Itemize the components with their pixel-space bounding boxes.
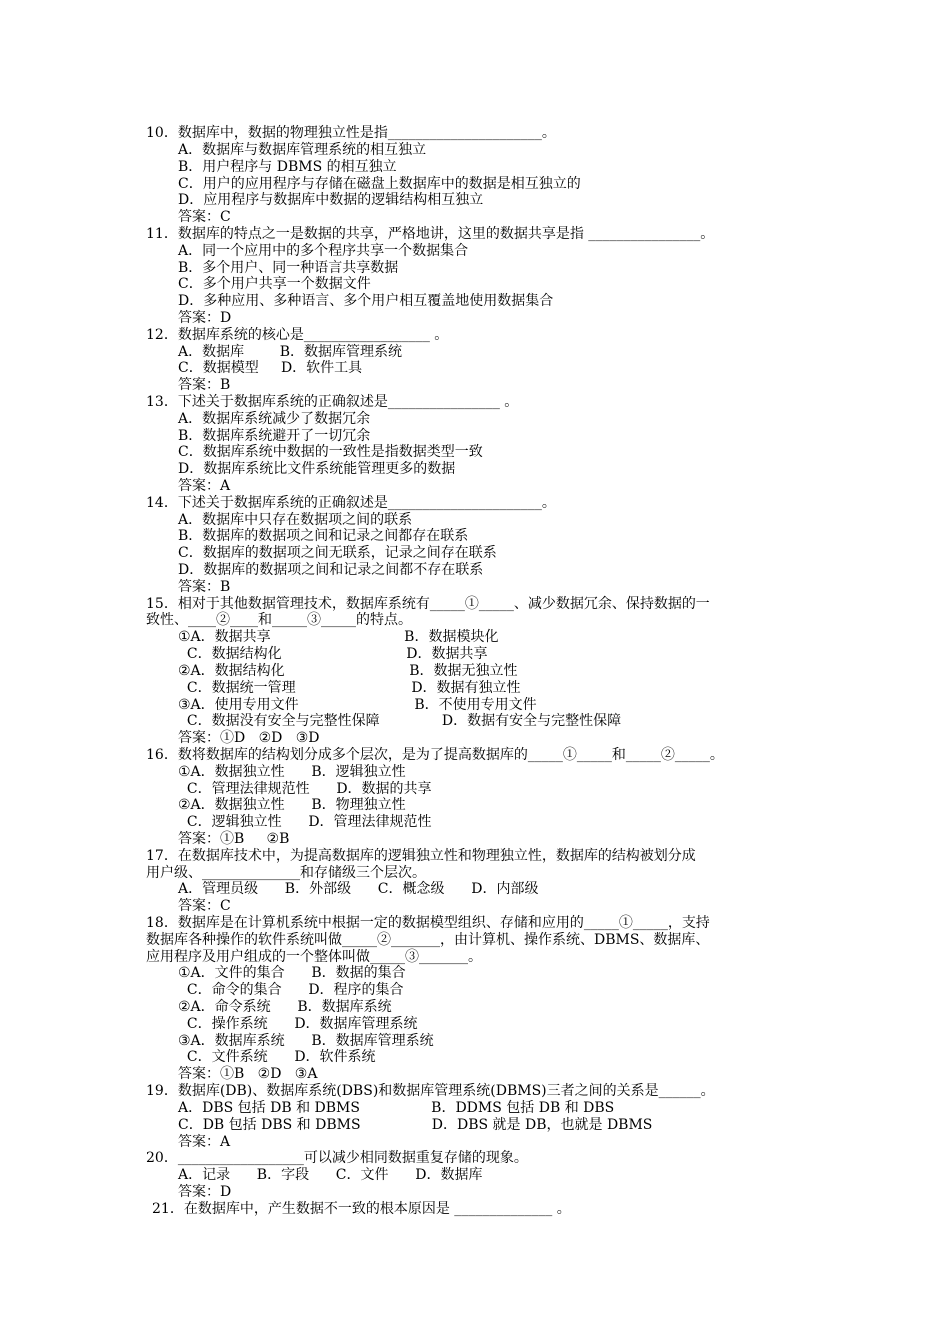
text-line: 14．下述关于数据库系统的正确叙述是______________________。 [146,495,556,511]
text-line: 18．数据库是在计算机系统中根据一定的数据模型组织、存储和应用的_____①_____，支持 [146,915,710,931]
text-line: D．数据库的数据项之间和记录之间都不存在联系 [178,562,484,578]
text-line: 15．相对于其他数据管理技术，数据库系统有_____①_____、减少数据冗余、保持数据的一 [146,596,710,612]
text-line: 11．数据库的特点之一是数据的共享，严格地讲，这里的数据共享是指 ________________。 [146,226,715,242]
text-line: 答案：A [178,1134,231,1150]
text-line: 致性、____②____和_____③_____的特点。 [146,612,412,628]
text-line: B．数据库系统避开了一切冗余 [178,428,371,444]
text-line: 用户级、______________和存储级三个层次。 [146,865,426,881]
text-line: A．DBS 包括 DB 和 DBMS B．DDMS 包括 DB 和 DBS [178,1100,615,1116]
text-line: B．数据库的数据项之间和记录之间都存在联系 [178,528,469,544]
text-line: C．逻辑独立性 D．管理法律规范性 [178,814,432,830]
text-line: ③A．使用专用文件 B．不使用专用文件 [178,697,537,713]
text-line: 21．在数据库中，产生数据不一致的根本原因是 ______________ 。 [152,1201,571,1217]
text-line: C．数据库的数据项之间无联系，记录之间存在联系 [178,545,497,561]
text-line: 16．数将数据库的结构划分成多个层次，是为了提高数据库的_____①_____和_____②_____。 [146,747,724,763]
text-line: 17．在数据库技术中，为提高数据库的逻辑独立性和物理独立性，数据库的结构被划分成 [146,848,696,864]
text-line: C．数据没有安全与完整性保障 D．数据有安全与完整性保障 [178,713,622,729]
text-line: C．管理法律规范性 D．数据的共享 [178,781,432,797]
text-line: 12．数据库系统的核心是__________________ 。 [146,327,449,343]
text-line: B．用户程序与 DBMS 的相互独立 [178,159,397,175]
text-line: D．数据库系统比文件系统能管理更多的数据 [178,461,456,477]
text-line: 答案：D [178,310,232,326]
text-line: 答案：C [178,209,231,225]
text-line: 答案：①D ②D ③D [178,730,320,746]
text-line: ②A．数据结构化 B．数据无独立性 [178,663,518,679]
text-line: C．用户的应用程序与存储在磁盘上数据库中的数据是相互独立的 [178,176,581,192]
text-line: ①A．数据共享 B．数据模块化 [178,629,499,645]
text-line: 答案：B [178,579,231,595]
text-line: 答案：①B ②B [178,831,290,847]
text-line: 数据库各种操作的软件系统叫做_____②_______，由计算机、操作系统、DBMS、数据库、 [146,932,710,948]
text-line: 答案：D [178,1184,232,1200]
text-line: 19．数据库(DB)、数据库系统(DBS)和数据库管理系统(DBMS)三者之间的关系是______。 [146,1083,715,1099]
text-line: C．文件系统 D．软件系统 [178,1049,376,1065]
text-line: ①A．数据独立性 B．逻辑独立性 [178,764,406,780]
text-line: 20．__________________可以减少相同数据重复存储的现象。 [146,1150,528,1166]
text-line: C．操作系统 D．数据库管理系统 [178,1016,418,1032]
text-line: ①A．文件的集合 B．数据的集合 [178,965,406,981]
text-line: A．数据库 B．数据库管理系统 [178,344,402,360]
text-line: ②A．命令系统 B．数据库系统 [178,999,392,1015]
text-line: D．应用程序与数据库中数据的逻辑结构相互独立 [178,192,484,208]
text-line: A．数据库系统减少了数据冗余 [178,411,371,427]
text-line: 答案：A [178,478,231,494]
text-line: C．数据统一管理 D．数据有独立性 [178,680,521,696]
text-line: D．多种应用、多种语言、多个用户相互覆盖地使用数据集合 [178,293,554,309]
text-line: C．DB 包括 DBS 和 DBMS D．DBS 就是 DB，也就是 DBMS [178,1117,653,1133]
text-line: ③A．数据库系统 B．数据库管理系统 [178,1033,434,1049]
text-line: A．记录 B．字段 C．文件 D．数据库 [178,1167,483,1183]
text-line: C．多个用户共享一个数据文件 [178,276,371,292]
text-line: ②A．数据独立性 B．物理独立性 [178,797,406,813]
text-line: A．数据库中只存在数据项之间的联系 [178,512,413,528]
text-line: 10．数据库中，数据的物理独立性是指______________________。 [146,125,556,141]
text-line: A．管理员级 B．外部级 C．概念级 D．内部级 [178,881,539,897]
text-line: C．数据模型 D．软件工具 [178,360,363,376]
text-line: A．数据库与数据库管理系统的相互独立 [178,142,427,158]
text-line: B．多个用户、同一种语言共享数据 [178,260,399,276]
text-line: 答案：B [178,377,231,393]
text-line: 答案：①B ②D ③A [178,1066,318,1082]
text-line: 应用程序及用户组成的一个整体叫做_____③_______。 [146,949,482,965]
text-line: 答案：C [178,898,231,914]
text-line: A．同一个应用中的多个程序共享一个数据集合 [178,243,469,259]
text-line: C．数据库系统中数据的一致性是指数据类型一致 [178,444,483,460]
text-line: C．命令的集合 D．程序的集合 [178,982,404,998]
text-line: C．数据结构化 D．数据共享 [178,646,488,662]
text-line: 13．下述关于数据库系统的正确叙述是________________ 。 [146,394,519,410]
